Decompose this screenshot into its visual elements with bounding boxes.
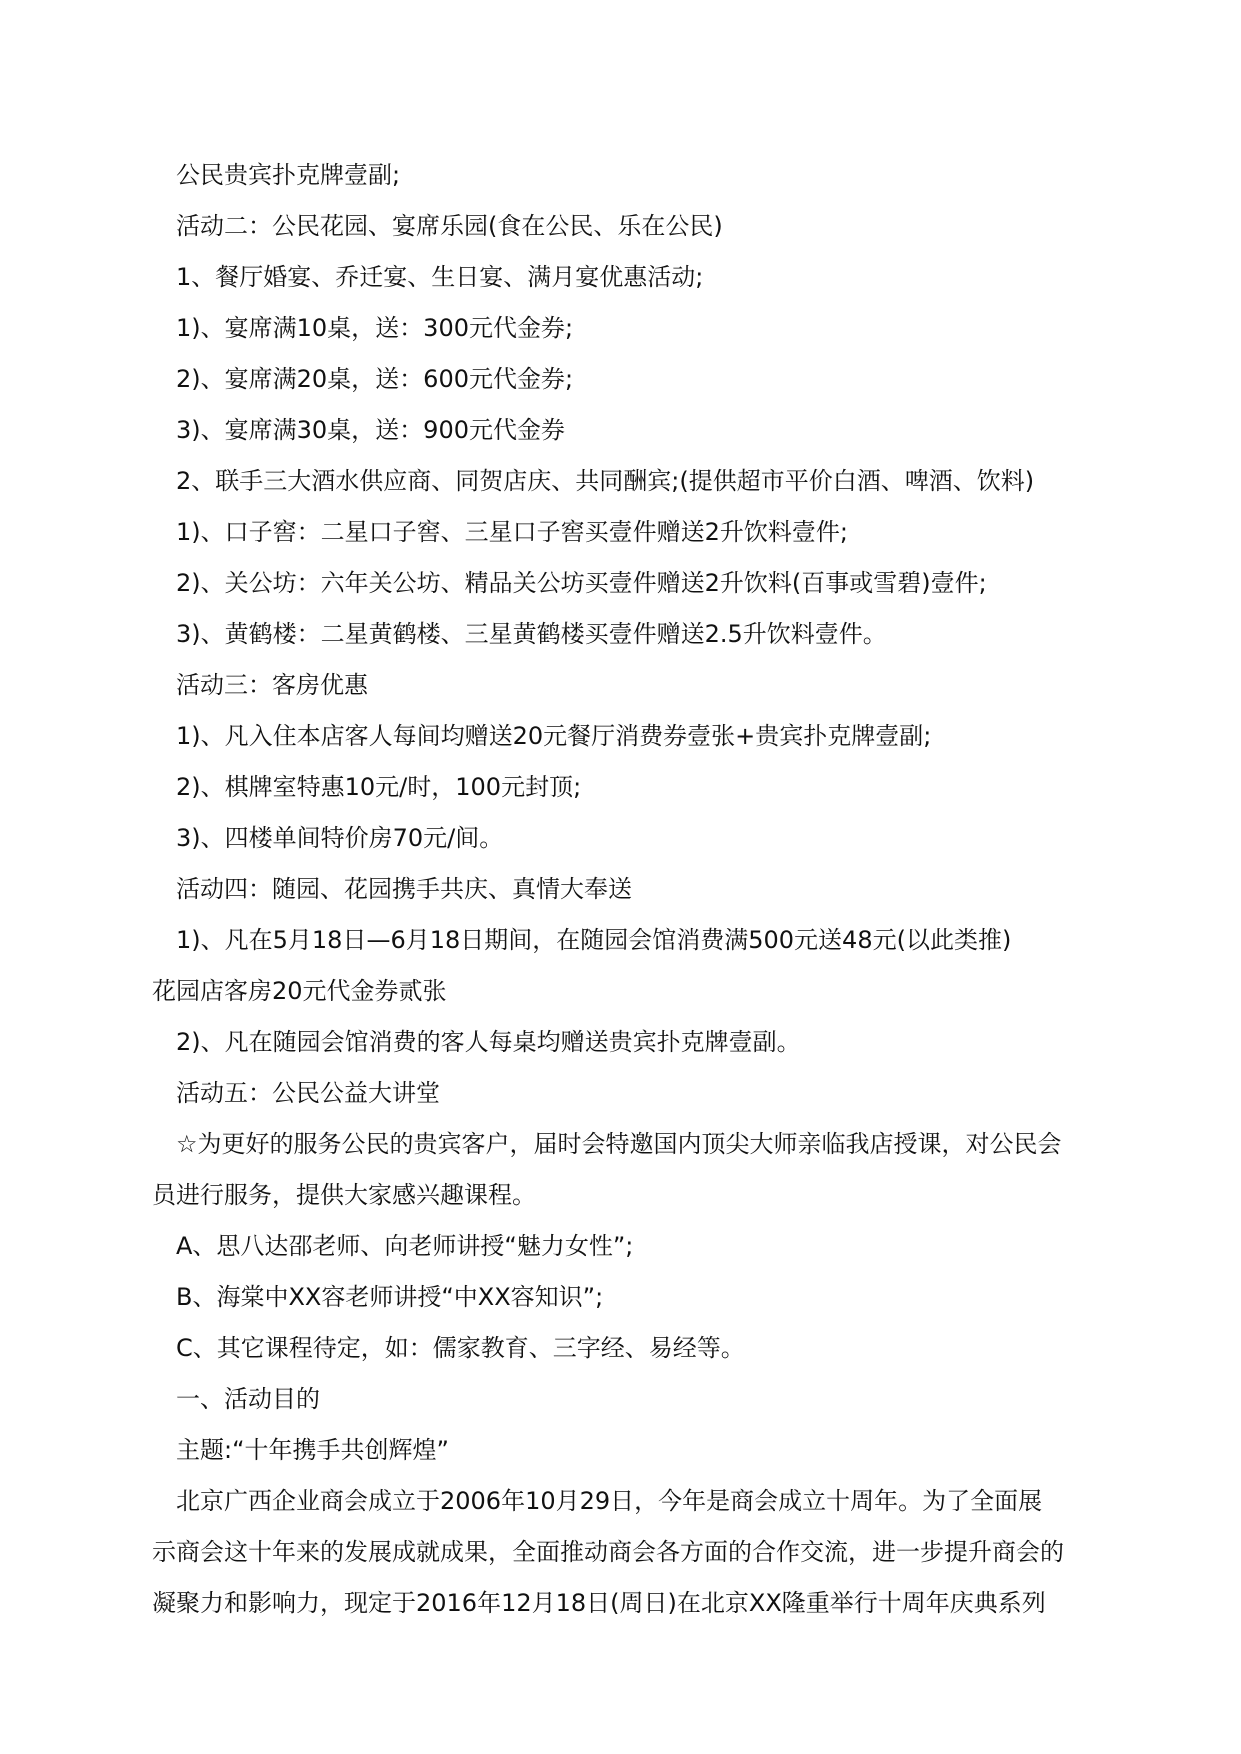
section-heading: 活动五：公民公益大讲堂 (176, 1079, 440, 1107)
text-line: 1)、口子窖：二星口子窖、三星口子窖买壹件赠送2升饮料壹件; (176, 518, 848, 546)
text-line: 2)、棋牌室特惠10元/时，100元封顶; (176, 773, 582, 801)
section-heading: 活动三：客房优惠 (176, 671, 368, 699)
text-line: 3)、宴席满30桌，送：900元代金券 (176, 416, 565, 444)
text-line: 1、餐厅婚宴、乔迁宴、生日宴、满月宴优惠活动; (176, 263, 704, 291)
text-line: 3)、黄鹤楼：二星黄鹤楼、三星黄鹤楼买壹件赠送2.5升饮料壹件。 (176, 620, 887, 648)
section-heading: 一、活动目的 (176, 1385, 320, 1413)
text-line: 1)、凡入住本店客人每间均赠送20元餐厅消费券壹张+贵宾扑克牌壹副; (176, 722, 932, 750)
text-line: 1)、宴席满10桌，送：300元代金券; (176, 314, 574, 342)
text-line: ☆为更好的服务公民的贵宾客户，届时会特邀国内顶尖大师亲临我店授课，对公民会 (176, 1130, 1062, 1158)
section-heading: 活动四：随园、花园携手共庆、真情大奉送 (176, 875, 632, 903)
text-line: C、其它课程待定，如：儒家教育、三字经、易经等。 (176, 1334, 745, 1362)
text-line: B、海棠中XX容老师讲授“中XX容知识”; (176, 1283, 604, 1311)
text-line: 凝聚力和影响力，现定于2016年12月18日(周日)在北京XX隆重举行十周年庆典系列 (152, 1589, 1046, 1617)
text-line: 1)、凡在5月18日—6月18日期间，在随园会馆消费满500元送48元(以此类推) (176, 926, 1012, 954)
text-line: 公民贵宾扑克牌壹副; (176, 161, 401, 189)
text-line: A、思八达邵老师、向老师讲授“魅力女性”; (176, 1232, 634, 1260)
text-line: 员进行服务，提供大家感兴趣课程。 (152, 1181, 536, 1209)
text-line: 北京广西企业商会成立于2006年10月29日，今年是商会成立十周年。为了全面展 (176, 1487, 1043, 1515)
text-line: 2)、宴席满20桌，送：600元代金券; (176, 365, 574, 393)
text-line: 花园店客房20元代金券贰张 (152, 977, 447, 1005)
section-heading: 活动二：公民花园、宴席乐园(食在公民、乐在公民) (176, 212, 723, 240)
text-line: 2、联手三大酒水供应商、同贺店庆、共同酬宾;(提供超市平价白酒、啤酒、饮料) (176, 467, 1035, 495)
text-line: 3)、四楼单间特价房70元/间。 (176, 824, 504, 852)
text-line: 2)、凡在随园会馆消费的客人每桌均赠送贵宾扑克牌壹副。 (176, 1028, 801, 1056)
document-body (152, 150, 1092, 1629)
text-line: 示商会这十年来的发展成就成果，全面推动商会各方面的合作交流，进一步提升商会的 (152, 1538, 1064, 1566)
text-line: 主题:“十年携手共创辉煌” (176, 1436, 449, 1464)
text-line: 2)、关公坊：六年关公坊、精品关公坊买壹件赠送2升饮料(百事或雪碧)壹件; (176, 569, 987, 597)
